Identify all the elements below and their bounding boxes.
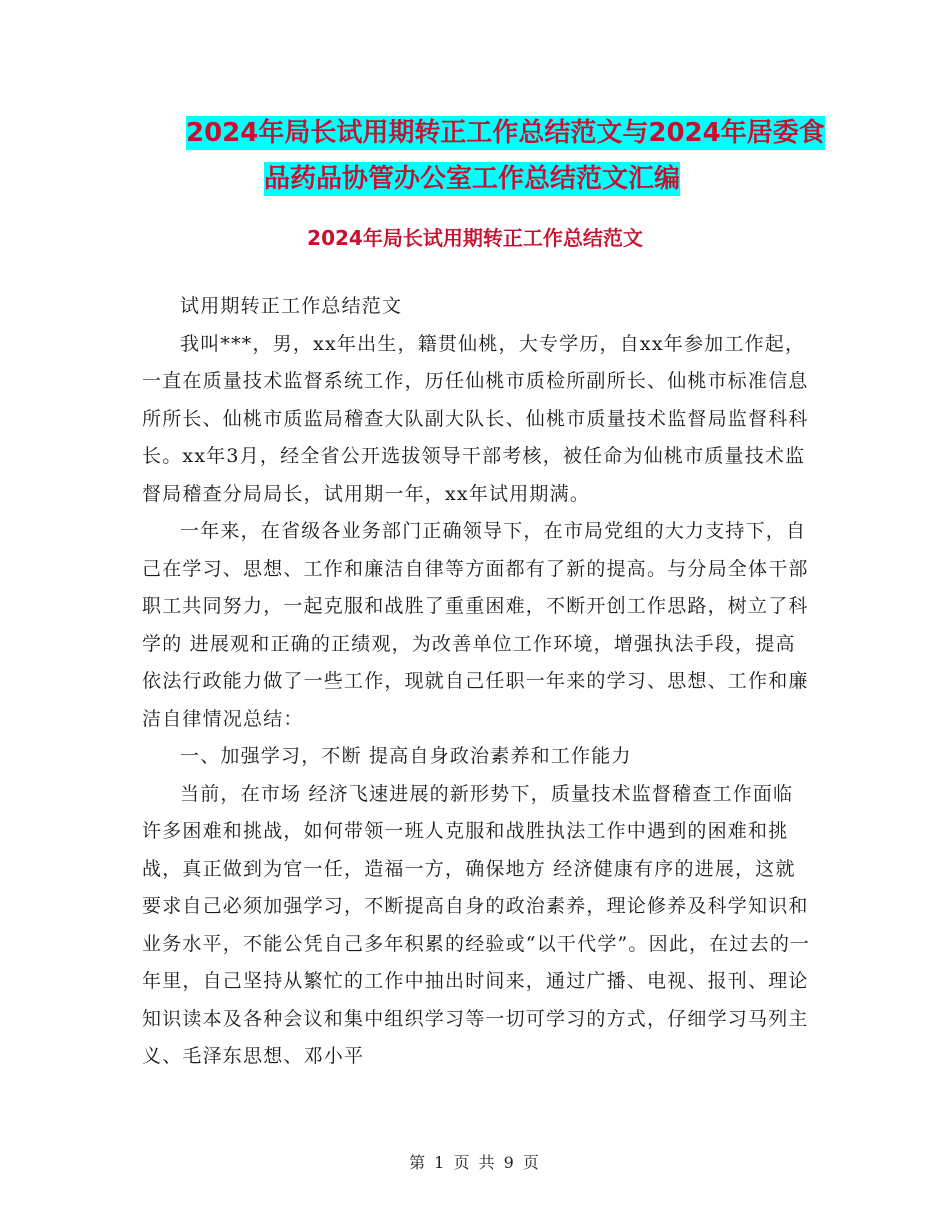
document-title — [140, 110, 840, 202]
paragraph: 当前，在市场 经济飞速进展的新形势下，质量技术监督稽查工作面临许多困难和挑战，如何带领一班人克服和战胜执法工作中遇到的困难和挑战，真正做到为官一任，造福一方，确保地方 经济健康有序的进展，这就要求自己必须加强学习，不断提高自身的政治素养，理论修养及科学知识和业务水平，不能公凭自己多年积累的经验或“以干代学”。因此，在过去的一年里，自己坚持从繁忙的工作中抽出时间来，通过广播、电视、报刊、理论知识读本及各种会议和集中组织学习等一切可学习的方式，仔细学习马列主义、毛泽东思想、邓小平 — [142, 782, 811, 1067]
document-title-line-2: 品药品协管办公室工作总结范文汇编 — [264, 164, 681, 194]
body-text — [142, 288, 812, 1076]
paragraph: 一、加强学习，不断 提高自身政治素养和工作能力 — [180, 745, 632, 767]
document-title-line-1: 2024年局长试用期转正工作总结范文与2024年居委食 — [186, 118, 825, 148]
section-title: 2024年局长试用期转正工作总结范文 — [307, 226, 643, 250]
paragraph: 我叫***，男，xx年出生，籍贯仙桃，大专学历，自xx年参加工作起，一直在质量技术监督系统工作，历任仙桃市质检所副所长、仙桃市标准信息所所长、仙桃市质监局稽查大队副大队长、仙桃市质量技术监督局监督科科长。xx年3月，经全省公开选拔领导干部考核，被任命为仙桃市质量技术监督局稽查分局局长，试用期一年，xx年试用期满。 — [142, 332, 809, 505]
paragraph: 一年来，在省级各业务部门正确领导下，在市局党组的大力支持下，自己在学习、思想、工作和廉洁自律等方面都有了新的提高。与分局全体干部职工共同努力，一起克服和战胜了重重困难，不断开创工作思路，树立了科学的 进展观和正确的正绩观，为改善单位工作环境，增强执法手段，提高依法行政能力做了一些工作，现就自己任职一年来的学习、思想、工作和廉洁自律情况总结： — [142, 520, 809, 730]
paragraph: 试用期转正工作总结范文 — [180, 295, 403, 317]
page-footer: 第 1 页 共 9 页 — [409, 1153, 541, 1172]
